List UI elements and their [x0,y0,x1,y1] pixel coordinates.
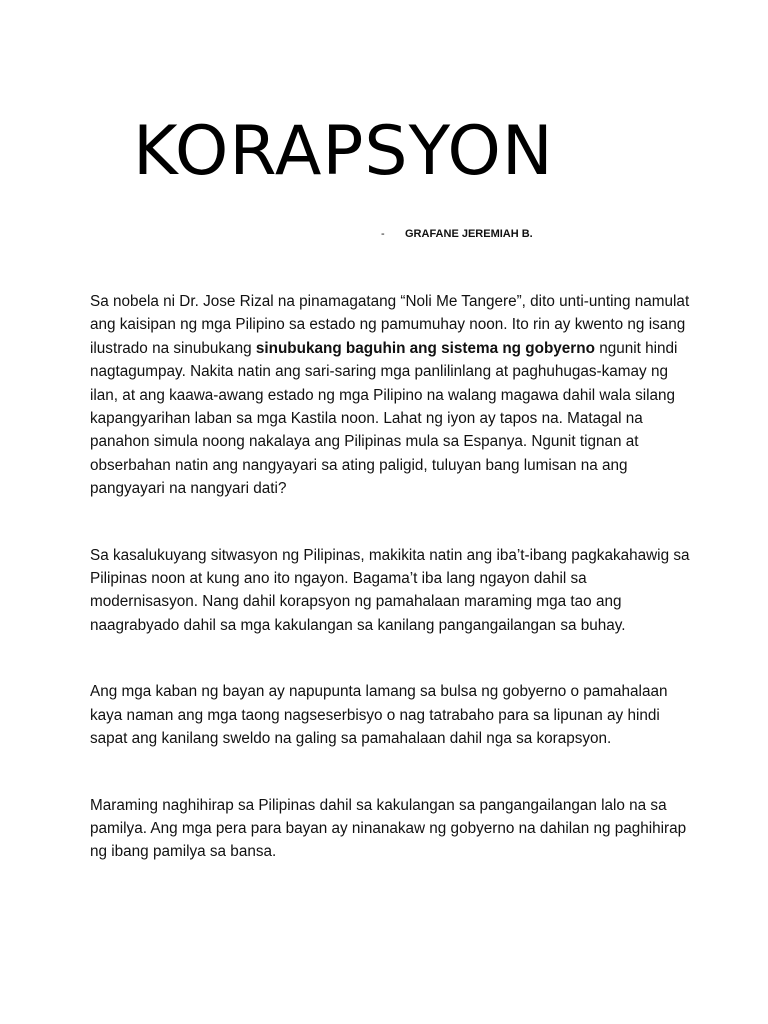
paragraph-1-emphasis: sinubukang baguhin ang sistema ng gobyerno [255,339,595,357]
paragraph-1-intro: Sa nobela ni Dr. Jose Rizal na pinamagatang “Noli Me Tangere”, dito unti-unting namulat ang kaisipan ng mga Pilipino sa estado ng pamumuhay noon. Ito rin ay kwento ng isang ilustrado na sinubukang [90,293,690,357]
essay-body [90,290,690,864]
author-dash: - [381,228,385,240]
document-title: KORAPSYON [133,112,554,191]
paragraph-2: Sa kasalukuyang sitwasyon ng Pilipinas, makikita natin ang iba’t-ibang pagkakahawig sa Pilipinas noon at kung ano ito ngayon. Bagama’t iba lang ngayon dahil sa modernisasyon. Nang dahil korapsyon ng pamahalaan maraming mga tao ang naagrabyado dahil sa mga kakulangan sa kanilang pangangailangan sa buhay. [90,546,690,634]
paragraph-4: Maraming naghihirap sa Pilipinas dahil sa kakulangan sa pangangailangan lalo na sa pamilya. Ang mga pera para bayan ay ninanakaw ng gobyerno na dahilan ng paghihirap ng ibang pamilya sa bansa. [90,796,687,861]
paragraph-3: Ang mga kaban ng bayan ay napupunta lamang sa bulsa ng gobyerno o pamahalaan kaya naman ang mga taong nagseserbisyo o nag tatrabaho para sa lipunan ay hindi sapat ang kanilang sweldo na galing sa pamahalaan dahil nga sa korapsyon. [90,683,668,748]
paragraph-1-rest: ngunit hindi nagtagumpay. Nakita natin ang sari-saring mga panlilinlang at paghuhugas-kamay ng ilan, at ang kaawa-awang estado ng mga Pilipino na walang magawa dahil wala silang kapangyarihan laban sa mga Kastila noon. Lahat ng iyon ay tapos na. Matagal na panahon simula noong nakalaya ang Pilipinas mula sa Espanya. Ngunit tignan at obserbahan natin ang nangyayari sa ating paligid, tuluyan bang lumisan na ang pangyayari na nangyari dati? [90,339,678,498]
author-name: GRAFANE JEREMIAH B. [405,228,533,240]
paragraph-1 [90,290,690,501]
author-line [381,226,533,242]
